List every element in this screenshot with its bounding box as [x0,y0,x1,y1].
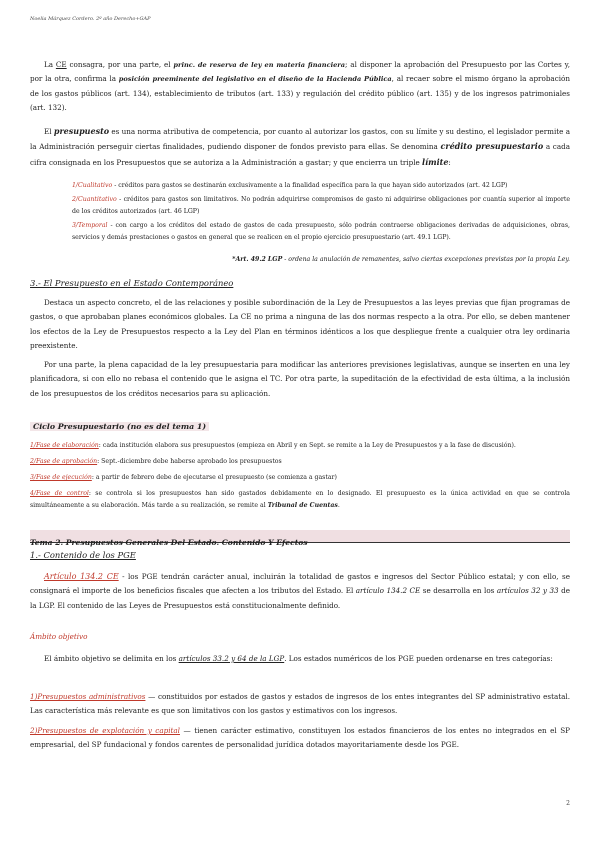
limit-item: 1/Cualitativo - créditos para gastos se destinarán exclusivamente a la finalidad específica para la que hayan sido autorizados (art. 42 LGP) [72,182,508,189]
ambito-heading: Ámbito objetivo [30,632,88,641]
ciclo-title: Ciclo Presupuestario (no es del tema 1) [30,422,209,431]
category-item: 1)Presupuestos administrativos — constituidos por estados de gastos y estados de ingresos de los entes integrantes del SP administrativo estatal. Las característica más relevante es que son limitativos con los gastos y estimativos con los ingresos. [30,692,571,716]
limits-list [72,180,570,244]
limit-item: 2/Cuantitativo - créditos para gastos son limitativos. No podrán adquirirse compromisos de gasto ni adquirirse obligaciones por cuantía superior al importe de los créditos autorizados (art. 46 LGP) [72,196,570,215]
section-heading: 3.- El Presupuesto en el Estado Contemporáneo [30,278,234,288]
tema-banner [30,530,570,547]
ciclo-item: 1/Fase de elaboración: cada institución elabora sus presupuestos (empieza en Abril y en Sept. se remite a la Ley de Presupuestos y a la fase de discusión). [30,442,516,449]
note-art-49: *Art. 49.2 LGP - ordena la anulación de remanentes, salvo ciertas excepciones previstas por la propia Ley. [232,256,570,263]
paragraph-capacidad: Por una parte, la plena capacidad de la ley presupuestaria para modificar las anteriores previsiones legislativas, aunque se inserten en una ley planificadora, si con ello no rebasa el contenido que le asigna el TC. Por otra parte, la supeditación de la efectividad de esta última, a la inclusión de los presupuestos de los créditos necesarios para su aplicación. [30,360,570,398]
category-item: 2)Presupuestos de explotación y capital — tienen carácter estimativo, constituyen los estados financieros de los entes no integrados en el SP empresarial, del SP fundacional y fondos carentes de personalidad jurídica dotados mayoritariamente desde los PGE. [30,726,570,750]
page-header: Noelia Márquez Cordero. 2º año Derecho+GAP [30,16,151,22]
ciclo-item: 4/Fase de control: se controla si los presupuestos han sido gastados debidamente en lo designado. El presupuesto es la única actividad en que se controla simultáneamente a su elaboración. Más tarde a su realización, se remite al Tribunal de Cuentas. [30,490,570,509]
paragraph-relaciones: Destaca un aspecto concreto, el de las relaciones y posible subordinación de la Ley de Presupuestos a las leyes previas que fijan programas de gastos, o que aprobaban planes económicos globales. La CE no prima a ninguna de las dos normas respecto a la otra. Por ello, se deben mantener los efectos de la Ley de Presupuestos respecto a la Ley del Plan en términos idénticos a los que despliegue frente a cualquier otra ley ordinaria preexistente. [30,298,570,351]
tema-title: Tema 2. Presupuestos Generales Del Estado. Contenido Y Efectos [30,538,308,547]
paragraph-presupuesto: El presupuesto es una norma atributiva de competencia, por cuanto al autorizar los gastos, con su límite y su destino, el legislador permite a la Administración perseguir ciertas finalidades, pudiendo disponer de fondos previsto para ellas. Se denomina crédito presupuestario a cada cifra consignada en los Presupuestos que se autoriza a la Administración a gastar; y que encierra un triple límite: [30,126,570,167]
ciclo-list [30,440,570,512]
limit-item: 3/Temporal - con cargo a los créditos del estado de gastos de cada presupuesto, sólo podrán contraerse obligaciones derivadas de adquisiciones, obras, servicios y demás prestaciones o gastos en general que se realicen en el propio ejercicio presupuestario (art. 49.1 LGP). [72,222,570,241]
contenido-heading: 1.- Contenido de los PGE [30,550,136,560]
paragraph-ce: La CE consagra, por una parte, el princ. de reserva de ley en materia financiera; al disponer la aprobación del Presupuesto por las Cortes y, por la otra, confirma la posición preeminente del legislativo en el diseño de la Hacienda Pública, al recaer sobre el mismo órgano la aprobación de los gastos públicos (art. 134), establecimiento de tributos (art. 133) y regulación del crédito público (art. 135) y de los ingresos patrimoniales (art. 132). [30,60,571,113]
ciclo-item: 3/Fase de ejecución: a partir de febrero debe de ejecutarse el presupuesto (se comienza a gastar) [30,474,337,481]
page-number: 2 [566,800,570,807]
paragraph-ambito: El ámbito objetivo se delimita en los artículos 33.2 y 64 de la LGP. Los estados numéricos de los PGE pueden ordenarse en tres categorías: [44,654,553,663]
ciclo-item: 2/Fase de aprobación: Sept.-diciembre debe haberse aprobado los presupuestos [30,458,282,465]
paragraph-art-134: Artículo 134.2 CE - los PGE tendrán carácter anual, incluirán la totalidad de gastos e ingresos del Sector Público estatal; y con ello, se consignará el importe de los beneficios fiscales que afecten a los tributos del Estado. El artículo 134.2 CE se desarrolla en los artículos 32 y 33 de la LGP. El contenido de las Leyes de Presupuestos está constitucionalmente definido. [30,572,570,610]
